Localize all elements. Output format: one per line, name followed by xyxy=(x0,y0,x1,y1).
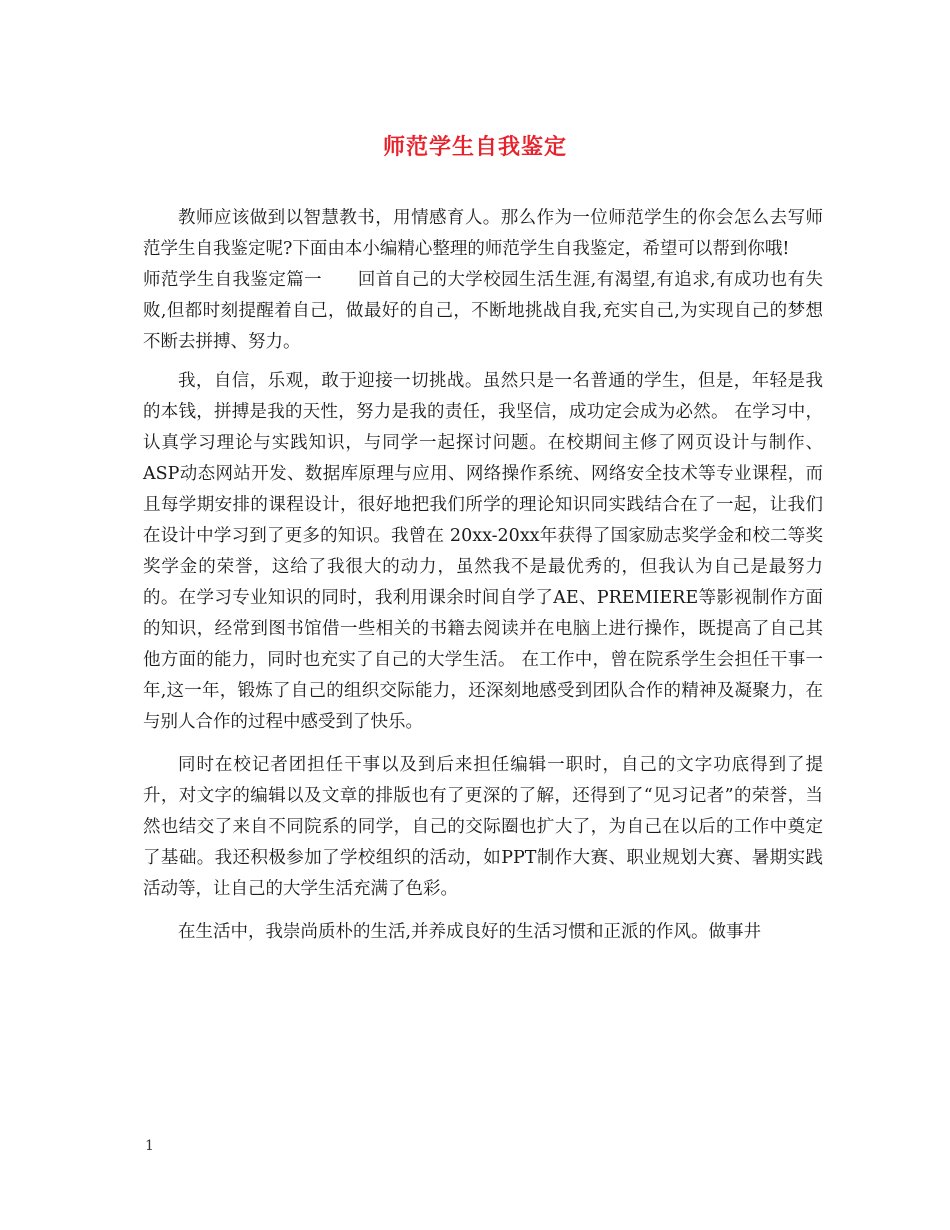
page-number: 1 xyxy=(145,1138,154,1154)
study-work-paragraph: 我，自信，乐观，敢于迎接一切挑战。虽然只是一名普通的学生，但是，年轻是我的本钱，拼搏是我的天性，努力是我的责任，我坚信，成功定会成为必然。 在学习中，认真学习理论与实践知识，与同学一起探讨问题。在校期间主修了网页设计与制作、ASP动态网站开发、数据库原理与应用、网络操作系统、网络安全技术等专业课程，而且每学期安排的课程设计，很好地把我们所学的理论知识同实践结合在了一起，让我们在设计中学习到了更多的知识。我曾在 20xx-20xx年获得了国家励志奖学金和校二等奖奖学金的荣誉，这给了我很大的动力，虽然我不是最优秀的，但我认为自己是最努力的。在学习专业知识的同时，我利用课余时间自学了AE、PREMIERE等影视制作方面的知识，经常到图书馆借一些相关的书籍去阅读并在电脑上进行操作，既提高了自己其他方面的能力，同时也充实了自己的大学生活。 在工作中，曾在院系学生会担任干事一年,这一年，锻炼了自己的组织交际能力，还深刻地感受到团队合作的精神及凝聚力，在与别人合作的过程中感受到了快乐。 xyxy=(143,371,823,732)
document-body xyxy=(143,203,823,948)
life-paragraph: 在生活中，我崇尚质朴的生活,并养成良好的生活习惯和正派的作风。做事井 xyxy=(178,922,762,942)
intro-paragraph: 教师应该做到以智慧教书，用情感育人。那么作为一位师范学生的你会怎么去写师范学生自我鉴定呢?下面由本小编精心整理的师范学生自我鉴定，希望可以帮到你哦! xyxy=(143,208,823,259)
reporter-paragraph: 同时在校记者团担任干事以及到后来担任编辑一职时，自己的文字功底得到了提升，对文字的编辑以及文章的排版也有了更深的了解，还得到了“见习记者”的荣誉，当然也结交了来自不同院系的同学，自己的交际圈也扩大了，为自己在以后的工作中奠定了基础。我还积极参加了学校组织的活动，如PPT制作大赛、职业规划大赛、暑期实践活动等，让自己的大学生活充满了色彩。 xyxy=(143,755,823,899)
document-title: 师范学生自我鉴定 xyxy=(382,135,567,160)
section-one-paragraph: 师范学生自我鉴定篇一 回首自己的大学校园生活生涯,有渴望,有追求,有成功也有失败,但都时刻提醒着自己，做最好的自己，不断地挑战自我,充实自己,为实现自己的梦想不断去拼搏、努力。 xyxy=(143,270,823,352)
